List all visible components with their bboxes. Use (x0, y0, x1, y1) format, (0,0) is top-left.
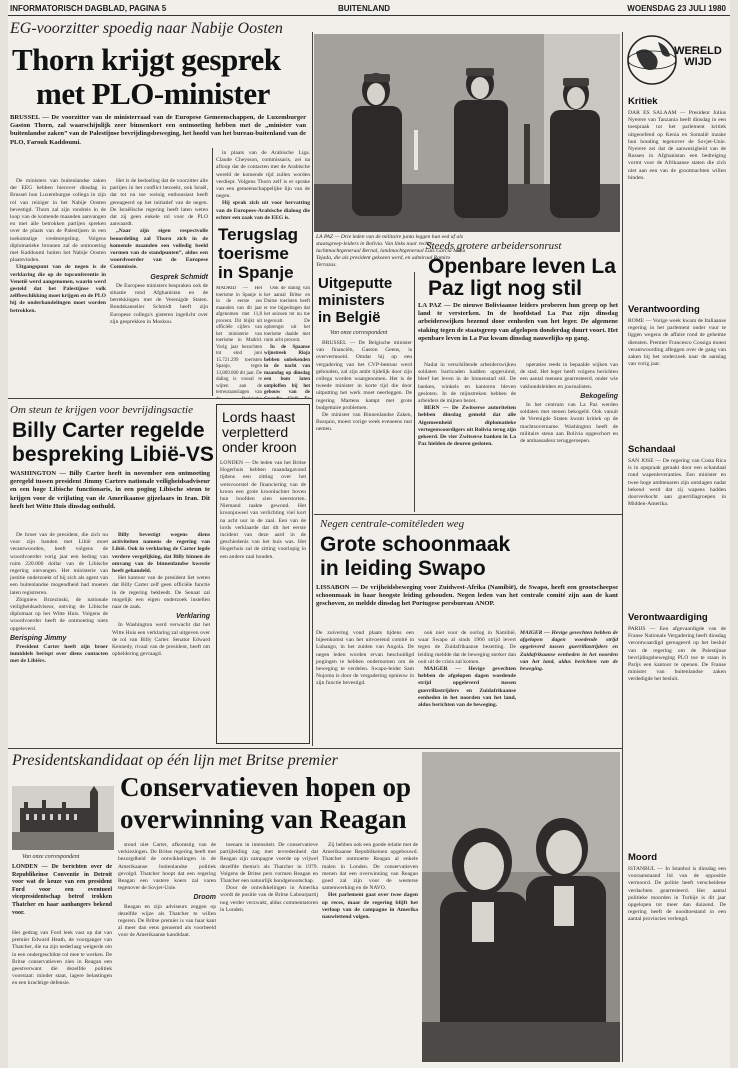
section-name: BUITENLAND (338, 4, 390, 13)
paragraph: toenam in intensiteit. De conservatieve partijleiding zag met tevredenheid dat Reagan zijn campagne voerde op vrijwel dezelfde thema's als Thatcher in 1979. Volgens de Britse pers vormen Reagan en Thatcher een natuurlijk bondgenootschap. (220, 842, 318, 885)
paragraph: Door de ontwikkelingen in Amerika wordt de positie van de Britse Labourpartij nog verder verzwakt, aldus commentatoren in Londen. (220, 885, 318, 913)
paragraph: in plaats van de Arabische Liga. Claude Cheysson, commissaris, zei na afloop dat de contacten met de Arabische wereld de komende tijd zullen worden verdiept. Volgens Thorn zelf is er sprake van een gemeenschappelijke lijn van de negen. (216, 150, 310, 200)
thorn-lead: BRUSSEL — De voorzitter van de ministerraad van de Europese Gemeenschappen, de Luxemburger Gaston Thorn, zal waarschijnlijk zeer binnenkort een ontmoeting hebben met de „minister van buitenlandse zaken” van de Palestijnse bevrijdingsbeweging, het hoofd van het bureau-buitenland van de PLO, Farouk Kaddoumi. (10, 114, 306, 146)
terugslag-col-2 (264, 286, 310, 398)
rule (212, 148, 213, 396)
paragraph-bold: In de Spaanse wijnstreek Rioja hebben onbekenden in de nacht van maandag op dinsdag een bom laten ontploffen bij het gebouw van de (264, 344, 310, 395)
billy-col-1 (10, 532, 108, 746)
swapo-col-3: MAIGER — Hevige gevechten hebben de afgelopen dagen woedende strijd opgeleverd tussen guerrillastrijders en Zuidafrikaanse eenheden in het noorden van het land, aldus berichten van de beweging. (520, 630, 618, 673)
paragraph: operaties reeds in bepaalde wijken van de stad. Het leger heeft volgens berichten een aantal mensen gearresteerd, onder wie vakbondsleiders en journalisten. (520, 362, 618, 390)
wereldwijd-body-verantwoording: ROME — Vorige week kwam de Italiaanse regering in het parlement onder vuur te liggen wegens de affaire rond de geheime diensten. Premier Francesco Cossiga moest verantwoording afleggen over de gang van zaken bij het onderzoek naar de aanslag van vorig jaar. (628, 318, 726, 368)
paragraph-bold: Hij sprak zich uit voor hervatting van de Europees-Arabische dialoog die echter een zaak van de EEG is. (216, 200, 310, 220)
junta-photo-caption: LA PAZ — Drie leden van de militaire junta leggen hun eed af als staatsgreep-leiders in Bolivia. Van links naar rechts luchtmachtgeneraal Bernal, landmachtgeneraal Luis Garcia Meza Tejada, die als president gekozen werd, en admiraal Ramiro Terrazas. (316, 234, 466, 268)
rule (314, 514, 622, 515)
rule (414, 272, 415, 512)
bolivia-col-2 (520, 362, 618, 510)
bolivia-lead: LA PAZ — De nieuwe Boliviaanse leiders proberen hun greep op het land te versterken. In de hoofdstad La Paz zijn dinsdag arbeiderswijken bezemd door eenheden van het leger. De algemene staking tegen de staatsgreep van afgelopen donderdag duurt voort. Het openbare leven in La Paz kwam dinsdag nauwelijks op gang. (418, 302, 618, 342)
page-header (8, 0, 730, 16)
wereldwijd-body-kritiek: DAR ES SALAAM — President Julius Nyerere van Tanzania heeft dinsdag in een toespraak tot het parlement kritiek uitgeoefend op Kenia en Somalië inzake hun houding tegenover de Sovjet-Unie. Nyerere zei dat de aanwezigheid van de Russen in Afghanistan een bedreiging vormt voor de Afrikaanse staten die zich niet aan een van de grootmachten willen binden. (628, 110, 726, 181)
uitgeputte-headline-2: ministers (318, 292, 385, 309)
reagan-byline: Van onze correspondent (22, 854, 80, 860)
wereldwijd-head-moord: Moord (628, 852, 658, 863)
paragraph: BRUSSEL — De Belgische minister van financiën, Gaston Geens, is oververmoeid. Omdat hij op een vergadering van het CVP-bestuur werd gehouden, zal zijn ambt tijdelijk door zijn collega worden waargenomen. Het is de tweede minister in korte tijd die door uitputting het werk moet neerleggen. De regering Martens kampt met grote budgettaire problemen. (316, 340, 412, 411)
swapo-col-1: De zuivering vond plaats tijdens een bijeenkomst van het uitvoerend comité in Lubango, in het zuiden van Angola. De negen leden worden ervan beschuldigd pogingen te hebben ondernomen om de beweging te verdelen. Swapo-leider Sam Nujoma is door de vergadering opnieuw in zijn functie bevestigd. (316, 630, 414, 687)
swapo-headline-1: Grote schoonmaak (320, 533, 511, 556)
billy-col-2 (112, 532, 210, 746)
paragraph: Nadat in verschillende arbeiderswijken soldaten barricaden hadden opgeruimd, bleef het leven in de binnenstad stil. De banken, winkels en kantoren bleven gesloten. In de mijnstreken hebben de arbeiders de mijnen bezet. (418, 362, 516, 405)
paragraph: De Europese ministers bespraken ook de situatie rond Afghanistan en de betrekkingen met de Verenigde Staten. Bondskanselier Schmidt heeft zijn Europese collega's gisteren ingelicht over zijn gesprekken in Moskou. (110, 282, 208, 325)
paragraph-bold: Uitgangspunt van de negen is de verklaring die op de topconferentie in Venetië werd aangenomen, waarin werd gesteld dat het Palestijnse volk zelfbeschikking moet krijgen en de PLO bij de onderhandelingen moet worden betrokken. (10, 264, 106, 314)
paragraph-bold: President Carter heeft zijn broer inmiddels berispt over diens contacten met de Libiërs. (10, 644, 108, 665)
swapo-lead: LISSABON — De vrijheidsbeweging voor Zuidwest-Afrika (Namibië), de Swapo, heeft een grootscheepse schoonmaak in haar hoogste leiding gehouden. Negen leden van het centrale comité zijn aan de kant geschoven, zo meldde dinsdag het Portugese persbureau ANOP. (316, 584, 618, 608)
subhead: Gesprek Schmidt (150, 273, 208, 281)
issue-date: WOENSDAG 23 JULI 1980 (627, 4, 726, 13)
lords-headline-3: onder kroon (222, 439, 297, 455)
reagan-kicker: Presidentskandidaat op één lijn met Britse premier (12, 752, 338, 769)
uitgeputte-headline-1: Uitgeputte (318, 275, 393, 292)
rule (622, 32, 623, 1062)
terugslag-headline-1: Terugslag (218, 225, 298, 244)
wereldwijd-body-schandaal: SAN JOSE — De regering van Costa Rica is in opspraak geraakt door een schandaal rond wapenleveranties. Een minister en twee hoge ambtenaren zijn ontslagen nadat bekend werd dat zij wapens hadden doorverkocht aan guerrillagroepen in Midden-Amerika. (628, 458, 726, 508)
wereldwijd-head-verontwaardiging: Verontwaardiging (628, 612, 708, 623)
thorn-kicker: EG-voorzitter spoedig naar Nabije Oosten (10, 20, 283, 37)
reagan-col-1: Het gedrag van Ford leek vast op dat van premier Edward Heath, de voorganger van Thatcher, die na zijn nederlaag weigerde om in een ondergeschikte rol mee te werken. De Britse conservatieven zien in Reagan een geestverwant die dezelfde politiek voorstaat: minder staat, lagere belastingen en een krachtige defensie. (12, 930, 112, 987)
subhead: Verklaring (176, 613, 210, 621)
reagan-lead: LONDEN — De berichten over de Republikeinse Conventie in Detroit voor wat de keuze van een president Ford voor een eventueel vicepresidentschap betrof trokken Thatcher en haar aanhangers bekend voor. (12, 864, 112, 916)
bolivia-kicker: Steeds grotere arbeidersonrust (426, 240, 562, 252)
junta-photo-illustration (314, 34, 620, 232)
london-photo-illustration (12, 786, 114, 850)
uitgeputte-body (316, 340, 412, 508)
reagan-headline-2: overwinning van Reagan (120, 804, 407, 834)
paragraph-bold: „Naar zijn eigen respectvolle beoordeling zal Thorn zich in de komende maanden een volledig beeld vormen van de standpunten”, aldus een woordvoerder van de Europese Commissie. (110, 228, 208, 271)
billy-headline-2: bespreking Libië-VS (12, 443, 214, 466)
wereldwijd-column (626, 32, 728, 1062)
rule (8, 398, 312, 399)
subhead: Droom (193, 894, 216, 902)
bolivia-col-1 (418, 362, 516, 510)
junta-photo (314, 34, 620, 232)
uitgeputte-headline-3: in België (318, 309, 381, 326)
paragraph: Zbigniew Brzezinski, de nationale veiligheidsadviseur, ontving de Libische diplomaat op het Witte Huis. Volgens de woordvoerder heeft de ontmoeting niets opgeleverd. (10, 596, 108, 632)
rule (312, 32, 313, 746)
thorn-col-2 (110, 178, 208, 396)
wereldwijd-head-kritiek: Kritiek (628, 96, 658, 107)
swapo-kicker: Negen centrale-comitéleden weg (320, 518, 465, 530)
subhead: Bekogeling (580, 392, 618, 400)
paper-name: INFORMATORISCH DAGBLAD, PAGINA 5 (10, 4, 167, 13)
paragraph: De ministers van buitenlandse zaken der EEG hebben hierover dinsdag in Brussel hun Luxemburgse collega in zijn rol van reiziger in het Nabije Oosten bevestigd. Thorn zal zijn rondreis in de loop van de komende maanden aanvangen en met alle betrokken partijen spreken over de plaats van de Palestijnen in een toekomstige vredesregeling. Volgens diplomatieke bronnen zal de ontmoeting met Kaddoumi buiten het Nabije Oosten plaatsvinden. (10, 178, 106, 264)
wereldwijd-head-verantwoording: Verantwoording (628, 304, 700, 315)
swapo-col-2 (418, 630, 516, 746)
lords-headline-1: Lords haast (222, 409, 296, 425)
bolivia-headline-1: Openbare leven La (428, 255, 616, 278)
paragraph-bold: MAIGER — Hevige gevechten hebben de afgelopen dagen woedende strijd opgeleverd tussen guerrillastrijders en Zuidafrikaanse eenheden in het noorden van het land, aldus berichten van de beweging. (418, 666, 516, 709)
reagan-col-3 (220, 842, 318, 1062)
paragraph: In Washington werd verwacht dat het Witte Huis een verklaring zal uitgeven over de rol van Billy Carter. Senator Edward Kennedy, rivaal van de president, heeft om opheldering gevraagd. (112, 622, 210, 658)
terugslag-headline-3: in Spanje (218, 263, 294, 282)
reagan-photo-illustration (422, 752, 620, 1062)
lords-headline-2: verpletterd (222, 424, 289, 440)
reagan-headline-1: Conservatieven hopen op (120, 772, 412, 802)
billy-kicker: Om steun te krijgen voor bevrijdingsactie (10, 404, 193, 416)
paragraph: ook niet voor de oorlog in Namibië, waar Swapo al sinds 1966 strijd levert tegen de Zuidafrikaanse bezetting. De leiding meldde dat de beweging sterker dan ooit uit de crisis zal komen. (418, 630, 516, 665)
paragraph: Het is de bedoeling dat de voorzitter alle partijen in het conflict bezoekt, ook Israël, dat tot nu toe weinig enthousiast heeft gereageerd op het initiatief van de negen. De Israëlische regering heeft laten weten dat zij geen enkele rol voor de PLO aanvaardt. (110, 178, 208, 228)
paragraph: Het kantoor van de president liet weten dat Billy Carter zelf geen officiële functie in de regering bekleedt. De Senaat zal mogelijk een eigen onderzoek instellen naar de zaak. (112, 575, 210, 611)
reagan-col-4 (322, 842, 418, 1062)
lords-body: LONDEN — De leden van het Britse Hogerhuis hebben maandagavond tijdens een zitting over het wetsvoorstel de financiering van de kroon een grote kroonluchter boven hun hoofden zien neerstorten. Niemand raakte gewond. Het kroonjuweel van verlichting viel kort na acht uur in de zaal. Een van de lords verklaarde dat dit het eerste incident van deze aard in de geschiedenis van het huis was. Het Hogerhuis zal de zitting voorlopig in een andere zaal houden. (220, 460, 306, 560)
uitgeputte-byline: Van onze correspondent (330, 330, 388, 336)
paragraph-bold: Het parlement gaat over twee dagen op reces, maar de regering blijft het verloop van de campagne in Amerika nauwlettend volgen. (322, 892, 418, 921)
paragraph: De minister van Binnenlandse Zaken, Busquin, moest vorige week eveneens rust nemen. (316, 412, 412, 433)
billy-lead: WASHINGTON — Billy Carter heeft in november een ontmoeting geregeld tussen president Jimmy Carters nationale veiligheidsadviseur en een hoge Libische functionaris, in een poging Libische steun te krijgen voor de vrijlating van de Amerikaanse gijzelaars in Iran. Dit heeft het Witte Huis dinsdag onthuld. (10, 470, 210, 510)
bolivia-headline-2: Paz ligt nog stil (428, 277, 583, 300)
paragraph: Zij hebben ook een goede relatie met de Amerikaanse Republikeinen opgebouwd. Thatcher ontmoette Reagan al enkele malen in Londen. De conservatieven menen dat een overwinning van Reagan goed zal zijn voor de westerse samenwerking en de NAVO. (322, 842, 418, 892)
subhead: Berisping Jimmy (10, 634, 67, 642)
thorn-headline-2: met PLO-minister (36, 76, 270, 111)
wereldwijd-title: WERELD WIJD (674, 45, 722, 68)
paragraph: In het centrum van La Paz werden soldaten met stenen bekogeld. Ook vanuit de Verenigde Staten kwam kritiek op de machtsovername. Washington heeft de militaire steun aan Bolivia opgeschort en de ambassadeur teruggeroepen. (520, 402, 618, 445)
reagan-col-2 (118, 842, 216, 1062)
billy-headline-1: Billy Carter regelde (12, 419, 205, 442)
wereldwijd-body-verontwaardiging: PARIJS — Een afgevaardigde van de Franse Nationale Vergadering heeft dinsdag verontwaardigd gereageerd op het besluit van de regering om de Palestijnse bevrijdingsbeweging PLO toe te staan in Parijs een kantoor te openen. De Franse minister van buitenlandse zaken verdedigde het besluit. (628, 626, 726, 683)
paragraph: Reagan en zijn adviseurs zeggen op dezelfde wijze als Thatcher te willen regeren. De Britse premier is van haar kant al meer dan eens genoemd als voorbeeld voor de Amerikaanse kandidaat. (118, 903, 216, 939)
thorn-col-3 (216, 150, 310, 220)
thorn-headline-1: Thorn krijgt gesprek (12, 42, 281, 77)
swapo-headline-2: in leiding Swapo (320, 557, 486, 580)
terugslag-col-1: MADRID — Het toerisme in Spanje is in de eerste zes maanden van dit jaar afgenomen met 11,8 procent. Dit blijkt uit officiële cijfers van het ministerie van toerisme in Madrid. Vorig jaar bezochten tot eind juni 15.721.299 toeristen Spanje, tegen 13,869.000 dit jaar. De daling is vooral te wijten aan de terreuraanslagen van (216, 286, 262, 395)
wereldwijd-body-moord: ISTANBUL — In Istanbul is dinsdag een vooraanstaand lid van de oppositie vermoord. De politie heeft verscheidene verdachten gearresteerd. Het aantal politieke moorden in Turkije is dit jaar opgelopen tot meer dan duizend. De regering heeft de noodtoestand in een aantal provincies verlengd. (628, 866, 726, 923)
paragraph-bold: Billy bevestigt wegens diens activiteiten namens de regering van Libië. Ook in verklaring de Carter legde verdere vergelijking, dat Billy binnen de omvang van de binnenlandse kwestie heeft gehandeld. (112, 532, 210, 575)
paragraph: Ook de daling van het aantal Britse en Duitse toeristen heeft er toe bijgedragen dat het seizoen tot nu toe tegenvalt. De opbrengst uit het toerisme daalde met ruim acht procent. (264, 286, 310, 343)
thorn-col-1 (10, 178, 106, 396)
paragraph-bold: BERN — De Zwitserse autoriteiten hebben dinsdag gemeld dat alle Algemeenheid diplomatieke vertegenwoordigers uit Bolivia terug zijn gekeerd. De vier Zwitserse banken in La Paz hielden de deuren gesloten. (418, 405, 516, 448)
paragraph: De broer van de president, die zich nu voor zijn banden met Libië moet verantwoorden, heeft volgens de woordvoerder vorig jaar een bedrag van ruim 220.000 dollar van de Libische regering ontvangen. Het ministerie van justitie onderzoekt of hij zich als agent van een buitenlandse mogendheid had moeten laten registreren. (10, 532, 108, 596)
rule (8, 748, 622, 749)
london-photo (12, 786, 114, 850)
wereldwijd-head-schandaal: Schandaal (628, 444, 676, 455)
reagan-photo (422, 752, 620, 1062)
paragraph: stond niet Carter, afkomstig van de verkiezingen. De Britse regering heeft met bezorgdheid de ontwikkelingen in de Amerikaanse buitenlandse politiek gevolgd. Thatcher hoopt dat een regering Reagan een vastere koers zal varen tegenover de Sovjet-Unie. (118, 842, 216, 892)
newspaper-page (8, 0, 730, 1068)
terugslag-headline-2: toerisme (218, 244, 289, 263)
